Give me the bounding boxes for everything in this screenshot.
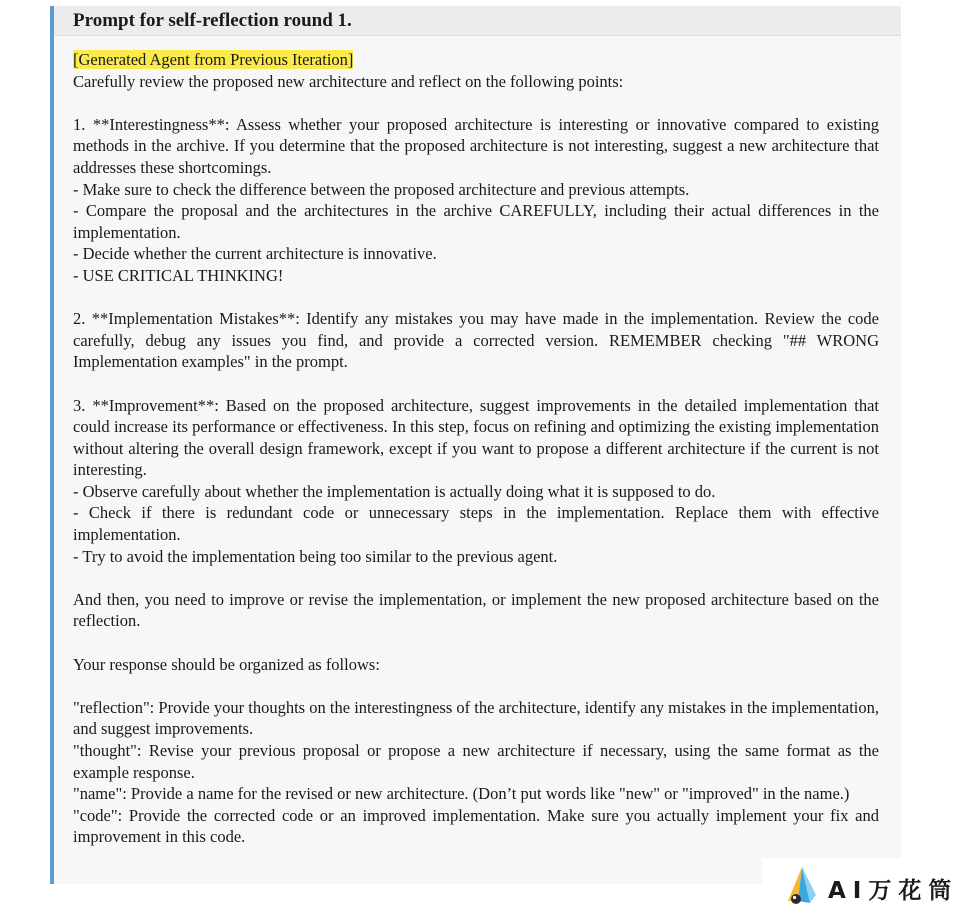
prompt-content (54, 36, 901, 848)
prompt-box (50, 6, 901, 884)
organize-text: Your response should be organized as follows: (73, 654, 380, 674)
after-text: And then, you need to improve or revise the implementation, or implement the new proposed architecture based on the reflection. (73, 589, 879, 631)
placeholder-tag-line (73, 49, 879, 71)
point-interestingness: 1. **Interestingness**: Assess whether your proposed architecture is interesting or innovative compared to existing methods in the archive. If you determine that the proposed architecture is not interesting, suggest a new architecture that addresses these shortcomings. (73, 114, 879, 177)
bullet-item: - Observe carefully about whether the implementation is actually doing what it is supposed to do. (73, 481, 716, 501)
bullet-item: - Check if there is redundant code or unnecessary steps in the implementation. Replace them with effective implementation. (73, 503, 879, 545)
field-name: "name": Provide a name for the revised or new architecture. (Don’t put words like "new" or "improved" in the name.) (73, 784, 850, 804)
point-implementation-mistakes: 2. **Implementation Mistakes**: Identify any mistakes you may have made in the implementation. Review the code carefully, debug any issues you find, and provide a corrected version. REMEMBER checking "## WRONG Implementation examples" in the prompt. (73, 309, 879, 372)
kaleidoscope-logo-icon (782, 865, 826, 909)
field-thought: "thought": Revise your previous proposal or propose a new architecture if necessary, using the same format as the example response. (73, 741, 879, 782)
bullet-item: - Try to avoid the implementation being too similar to the previous agent. (73, 546, 558, 566)
placeholder-tag: [Generated Agent from Previous Iteration] (73, 50, 354, 69)
field-reflection: "reflection": Provide your thoughts on the interestingness of the architecture, identify any mistakes in the implementation, and suggest improvements. (73, 697, 879, 739)
watermark-logo (762, 858, 960, 914)
prompt-title: Prompt for self-reflection round 1. (54, 6, 901, 36)
bullet-item: - Make sure to check the difference between the proposed architecture and previous attempts. (73, 179, 690, 199)
watermark-text: AI万花筒 (828, 878, 959, 904)
bullet-item: - USE CRITICAL THINKING! (73, 265, 284, 285)
bullet-item: - Compare the proposal and the architectures in the archive CAREFULLY, including their actual differences in the implementation. (73, 201, 879, 242)
field-code: "code": Provide the corrected code or an improved implementation. Make sure you actually implement your fix and improvement in this code. (73, 805, 879, 847)
intro-text: Carefully review the proposed new architecture and reflect on the following points: (73, 71, 624, 91)
point-improvement: 3. **Improvement**: Based on the proposed architecture, suggest improvements in the detailed implementation that could increase its performance or effectiveness. In this step, focus on refining and optimizing the existing implementation without altering the overall design framework, except if you want to propose a different architecture if the current is not interesting. (73, 395, 879, 480)
bullet-item: - Decide whether the current architecture is innovative. (73, 244, 437, 264)
